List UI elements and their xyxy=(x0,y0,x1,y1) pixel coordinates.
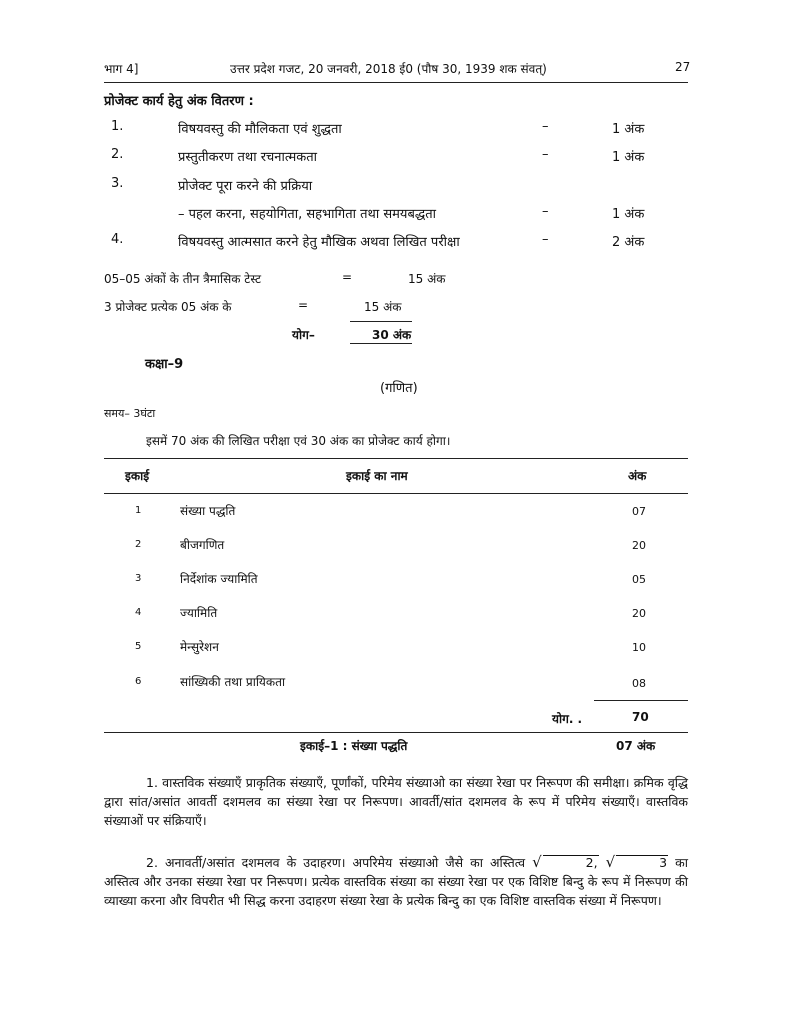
row-unit-name: ज्यामिति xyxy=(180,606,218,620)
row-number: 4 xyxy=(135,607,142,618)
table-header-name: इकाई का नाम xyxy=(346,469,408,483)
square-root-icon: √ xyxy=(605,853,616,871)
item-marks: 1 अंक xyxy=(612,122,645,137)
row-number: 5 xyxy=(135,641,142,652)
unit1-paragraph-2 xyxy=(104,853,688,910)
item-subtext: – पहल करना, सहयोगिता, सहभागिता तथा समयबद्धता xyxy=(178,207,437,222)
header-rule xyxy=(104,82,688,83)
row-marks: 20 xyxy=(632,607,646,620)
row-number: 6 xyxy=(135,676,142,687)
summary-project-equals: = xyxy=(298,298,309,312)
item-number: 1. xyxy=(111,119,124,134)
page-number: 27 xyxy=(675,60,691,74)
item-text: प्रस्तुतीकरण तथा रचनात्मकता xyxy=(178,150,318,165)
table-header-marks: अंक xyxy=(628,469,647,483)
row-marks: 05 xyxy=(632,573,646,586)
row-marks: 20 xyxy=(632,539,646,552)
total-rule-bottom xyxy=(350,343,412,344)
summary-tests-equals: = xyxy=(342,270,353,284)
item-number: 3. xyxy=(111,176,124,191)
row-marks: 08 xyxy=(632,677,646,690)
total-rule-top xyxy=(350,321,412,322)
row-unit-name: बीजगणित xyxy=(180,538,225,552)
table-header-rule xyxy=(104,493,688,494)
root-value-2: 2, xyxy=(543,855,599,869)
project-marks-heading: प्रोजेक्ट कार्य हेतु अंक वितरण : xyxy=(104,94,254,109)
summary-project-value: 15 अंक xyxy=(364,300,402,314)
square-root-icon: √ xyxy=(532,853,542,871)
item-text: विषयवस्तु आत्मसात करने हेतु मौखिक अथवा लिखित परीक्षा xyxy=(178,235,460,250)
subject-title: (गणित) xyxy=(380,381,418,396)
exam-time: समय– 3घंटा xyxy=(104,407,156,420)
unit1-marks: 07 अंक xyxy=(616,739,656,753)
item-dash: – xyxy=(542,147,549,162)
row-number: 1 xyxy=(135,505,142,516)
item-marks: 1 अंक xyxy=(612,207,645,222)
row-unit-name: संख्या पद्धति xyxy=(180,504,236,518)
row-unit-name: मेन्सुरेशन xyxy=(180,640,219,654)
table-total-rule xyxy=(594,700,688,701)
summary-tests-label: 05–05 अंकों के तीन त्रैमासिक टेस्ट xyxy=(104,272,262,286)
row-number: 3 xyxy=(135,573,142,584)
summary-tests-value: 15 अंक xyxy=(408,272,446,286)
paragraph-2-rest: का अस्तित्व और उनका संख्या रेखा पर निरूपण। प्रत्येक वास्तविक संख्या का संख्या रेखा पर एक विशिष्ट बिन्दु के रूप में निरूपण की व्याख्या करना और विपरीत भी सिद्ध करना उदाहरण संख्या रेखा के प्रत्येक बिन्दु का एक विशिष्ट वास्तविक संख्या में निरूपण। xyxy=(104,855,688,908)
table-total-value: 70 xyxy=(632,710,649,724)
item-dash: – xyxy=(542,204,549,219)
item-dash: – xyxy=(542,119,549,134)
table-top-rule xyxy=(104,458,688,459)
header-part: भाग 4] xyxy=(104,62,139,76)
row-unit-name: सांख्यिकी तथा प्रायिकता xyxy=(180,675,286,689)
item-marks: 1 अंक xyxy=(612,150,645,165)
item-marks: 2 अंक xyxy=(612,235,645,250)
table-header-unit: इकाई xyxy=(125,469,150,483)
item-number: 2. xyxy=(111,147,124,162)
row-marks: 10 xyxy=(632,641,646,654)
root-value-3: 3 xyxy=(616,855,668,869)
item-text: विषयवस्तु की मौलिकता एवं शुद्धता xyxy=(178,122,342,137)
paragraph-2-start: 2. अनावर्ती/असांत दशमलव के उदाहरण। अपरिमेय संख्याओ जैसे का अस्तित्व xyxy=(146,855,526,870)
summary-total-value: 30 अंक xyxy=(372,328,412,342)
item-text: प्रोजेक्ट पूरा करने की प्रक्रिया xyxy=(178,179,313,194)
table-bottom-rule xyxy=(104,732,688,733)
table-total-label: योग. . xyxy=(552,712,583,726)
row-number: 2 xyxy=(135,539,142,550)
unit1-paragraph-1: 1. वास्तविक संख्याएँ प्राकृतिक संख्याएँ, पूर्णांकों, परिमेय संख्याओ का संख्या रेखा पर निरूपण की समीक्षा। क्रमिक वृद्धि द्वारा सांत/असांत आवर्ती दशमलव का संख्या रेखा पर निरूपण। आवर्ती/सांत दशमलव के रूप में परिमेय संख्याएँ। वास्तविक संख्याओं पर संक्रियाएँ। xyxy=(104,775,688,828)
exam-intro: इसमें 70 अंक की लिखित परीक्षा एवं 30 अंक का प्रोजेक्ट कार्य होगा। xyxy=(146,434,451,448)
row-marks: 07 xyxy=(632,505,646,518)
summary-project-label: 3 प्रोजेक्ट प्रत्येक 05 अंक के xyxy=(104,300,232,314)
item-dash: – xyxy=(542,232,549,247)
row-unit-name: निर्देशांक ज्यामिति xyxy=(180,572,258,586)
unit1-title: इकाई–1 : संख्या पद्धति xyxy=(300,739,408,753)
summary-total-label: योग– xyxy=(292,328,315,342)
header-gazette-title: उत्तर प्रदेश गजट, 20 जनवरी, 2018 ई0 (पौष 30, 1939 शक संवत्) xyxy=(230,62,547,76)
class-title: कक्षा–9 xyxy=(145,357,184,372)
item-number: 4. xyxy=(111,232,124,247)
